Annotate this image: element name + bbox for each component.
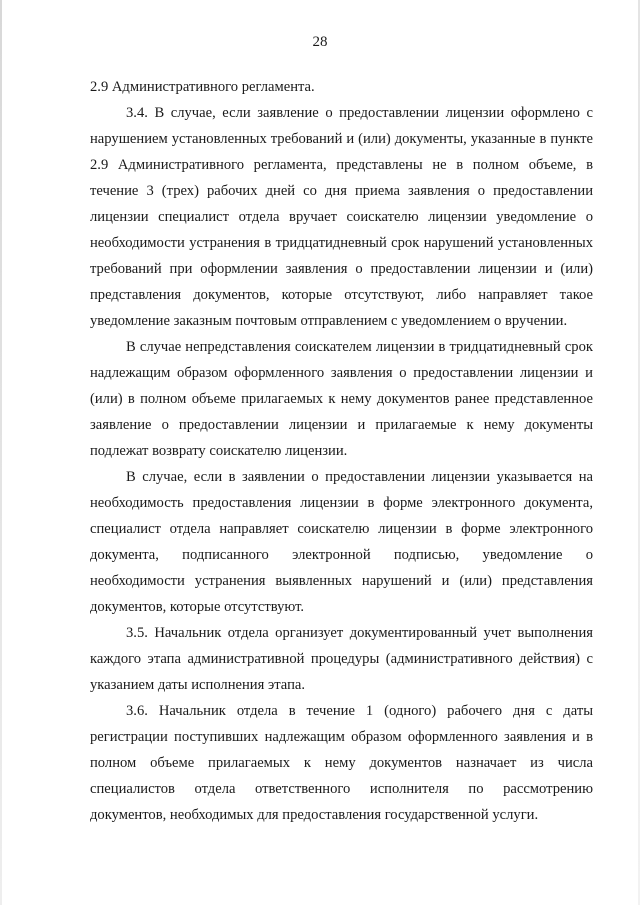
page-number: 28 [312, 34, 328, 50]
scan-edge-left [0, 0, 2, 905]
paragraph-3-6: 3.6. Начальник отдела в течение 1 (одного) рабочего дня с даты регистрации поступивших надлежащим образом оформленного заявления и в полном объеме прилагаемых к нему документов назначает из числа специалистов отдела ответственного исполнителя по рассмотрению документов, необходимых для предоставления государственной услуги. [90, 703, 593, 823]
paragraph-3-4: 3.4. В случае, если заявление о предоставлении лицензии оформлено с нарушением установленных требований и (или) документы, указанные в пункте 2.9 Административного регламента, представлены не в полном объеме, в течение 3 (трех) рабочих дней со дня приема заявления о предоставлении лицензии специалист отдела вручает соискателю лицензии уведомление о необходимости устранения в тридцатидневный срок нарушений установленных требований при оформлении заявления о предоставлении лицензии и (или) представления документов, которые отсутствуют, либо направляет такое уведомление заказным почтовым отправлением с уведомлением о вручении. [90, 105, 593, 329]
document-body [90, 74, 593, 828]
paragraph-continuation: 2.9 Административного регламента. [90, 79, 315, 95]
paragraph-electronic-form: В случае, если в заявлении о предоставлении лицензии указывается на необходимость предоставления лицензии в форме электронного документа, специалист отдела направляет соискателю лицензии в форме электронного документа, подписанного электронной подписью, уведомление о необходимости устранения выявленных нарушений и (или) представления документов, которые отсутствуют. [90, 469, 593, 615]
paragraph-non-submission: В случае непредставления соискателем лицензии в тридцатидневный срок надлежащим образом оформленного заявления о предоставлении лицензии и (или) в полном объеме прилагаемых к нему документов ранее представленное заявление о предоставлении лицензии и прилагаемые к нему документы подлежат возврату соискателю лицензии. [90, 339, 593, 459]
paragraph-3-5: 3.5. Начальник отдела организует документированный учет выполнения каждого этапа административной процедуры (административного действия) с указанием даты исполнения этапа. [90, 625, 593, 693]
